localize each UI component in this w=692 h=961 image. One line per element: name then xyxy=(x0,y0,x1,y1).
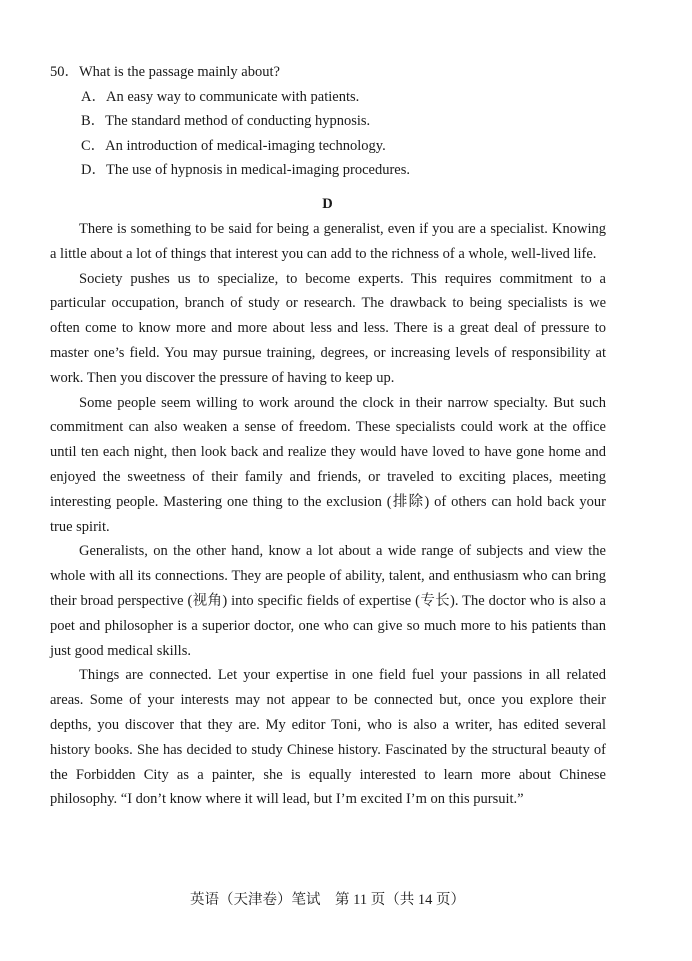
question-50 xyxy=(50,60,610,183)
passage-paragraph-3: Some people seem willing to work around the clock in their narrow specialty. But such commitment can also weaken a sense of freedom. These specialists could work at the office until ten each night, then look back and realize they would have loved to have gone home and enjoyed the sweetness of their family and friends, or traveled to exciting places, meeting interesting people. Mastering one thing to the exclusion (排除) of others can hold back your true spirit. xyxy=(50,394,606,535)
reading-passage xyxy=(50,217,606,812)
option-d: D．The use of hypnosis in medical-imaging procedures. xyxy=(81,162,410,178)
option-c: C．An introduction of medical-imaging technology. xyxy=(81,137,386,154)
option-a: A．An easy way to communicate with patients. xyxy=(81,88,360,105)
passage-paragraph-1: There is something to be said for being a generalist, even if you are a specialist. Knowing a little about a lot of things that interest you can add to the richness of a whole, well-lived life. xyxy=(50,221,606,262)
section-label: D xyxy=(322,196,333,212)
passage-paragraph-2: Society pushes us to specialize, to become experts. This requires commitment to a particular occupation, branch of study or research. The drawback to being specialists is we often come to know more and more about less and less. There is a great deal of pressure to master one’s field. You may pursue training, degrees, or increasing levels of responsibility at work. Then you discover the pressure of having to keep up. xyxy=(50,270,606,386)
option-b: B．The standard method of conducting hypnosis. xyxy=(81,113,371,129)
question-stem: 50．What is the passage mainly about? xyxy=(50,64,280,80)
passage-paragraph-4: Generalists, on the other hand, know a lot about a wide range of subjects and view the whole with all its connections. They are people of ability, talent, and enthusiasm who can bring their broad perspective (视角) into specific fields of expertise (专长). The doctor who is also a poet and philosopher is a superior doctor, one who can give so much more to his patients than just good medical skills. xyxy=(50,543,606,659)
passage-paragraph-5: Things are connected. Let your expertise in one field fuel your passions in all related areas. Some of your interests may not appear to be connected but, once you explore their depths, you discover that they are. My editor Toni, who is also a writer, has edited several history books. She has decided to study Chinese history. Fascinated by the structural beauty of the Forbidden City as a painter, she is equally interested to learn more about Chinese philosophy. “I don’t know where it will lead, but I’m excited I’m on this pursuit.” xyxy=(50,667,606,808)
page-footer: 英语（天津卷）笔试 第 11 页（共 14 页） xyxy=(190,892,465,908)
